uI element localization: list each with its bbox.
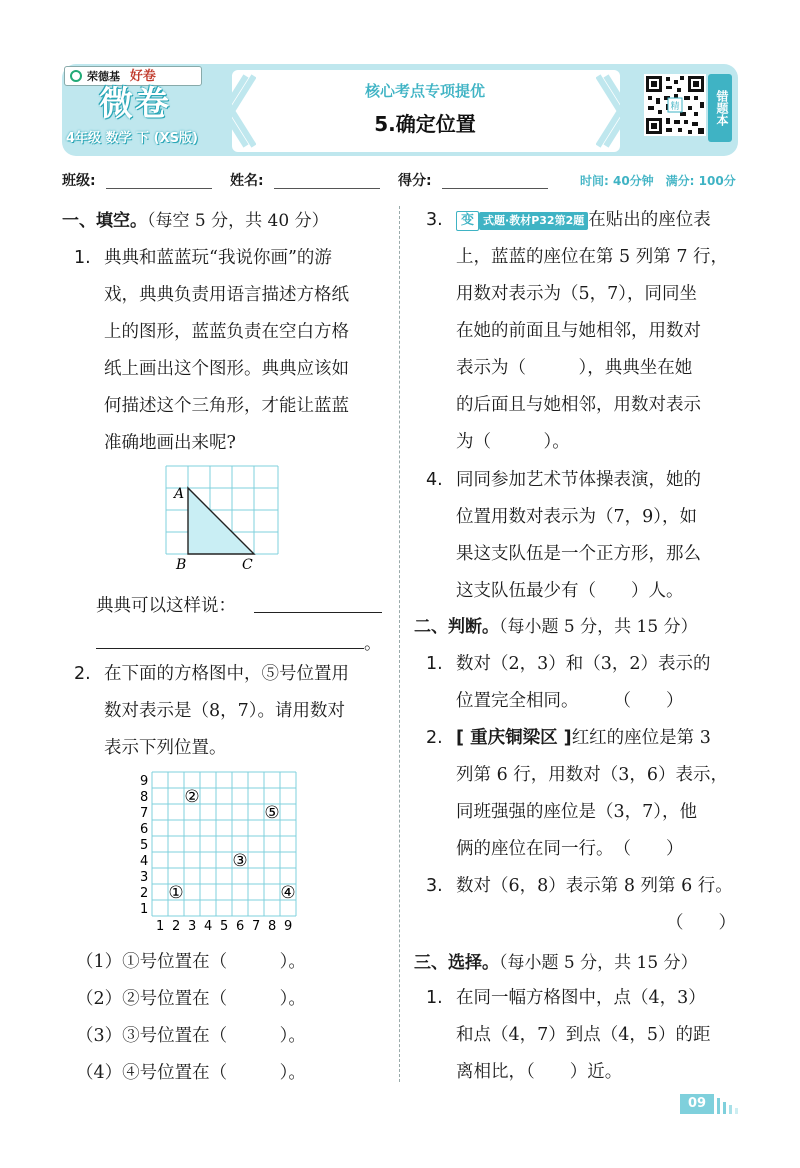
judge-q1-text: 数对（2，3）和（3，2）表示的 位置完全相同。 （ ）	[456, 654, 711, 711]
grade-label: 4年级 数学 下 (XS版)	[66, 131, 198, 146]
judge-q1-number: 1.	[426, 654, 443, 674]
judge-q3-number: 3.	[426, 876, 443, 896]
time-score-info: 时间: 40分钟 满分: 100分	[580, 174, 736, 188]
y-axis-label: 5	[140, 838, 149, 853]
position-mark: ③	[232, 851, 248, 871]
x-axis-label: 6	[236, 919, 245, 934]
section-judge-title: 二、判断。（每小题 5 分，共 15 分）	[414, 617, 698, 637]
brand-logo-icon	[70, 70, 82, 82]
q2-text: 在下面的方格图中，⑤号位置用 数对表示是（8，7）。请用数对 表示下列位置。	[104, 664, 349, 758]
judge-q2-number: 2.	[426, 728, 443, 748]
y-axis-label: 4	[140, 854, 149, 869]
position-mark: ②	[184, 787, 200, 807]
score-field[interactable]	[442, 188, 548, 189]
position-mark: ④	[280, 883, 296, 903]
q1-answer-line-1[interactable]	[254, 612, 382, 613]
topic-tag: 核心考点专项提优	[364, 82, 485, 100]
page-number: 09	[680, 1094, 714, 1114]
x-axis-label: 4	[204, 919, 213, 934]
section-fill-blank-title: 一、填空。（每空 5 分，共 40 分）	[62, 211, 329, 231]
score-label: 得分:	[398, 173, 432, 189]
q1-number: 1.	[74, 248, 91, 268]
class-label: 班级:	[62, 173, 96, 189]
q3-number: 3.	[426, 210, 443, 230]
point-b-label: B	[176, 557, 187, 573]
name-field[interactable]	[274, 188, 380, 189]
page-bars-icon	[716, 1094, 740, 1114]
q2-sub-3: （3）③号位置在（ ）。	[76, 1026, 306, 1046]
name-label: 姓名:	[230, 173, 264, 189]
x-axis-label: 9	[284, 919, 293, 934]
position-grid-figure	[134, 766, 310, 936]
mistake-book-label: 错题本	[708, 74, 732, 142]
q4-text: 同同参加艺术节体操表演，她的 位置用数对表示为（7，9），如 果这支队伍是一个正方形，那么 这支队伍最少有（ ）人。	[456, 470, 701, 601]
brand-sub: 好卷	[129, 69, 156, 84]
unit-title: 5.确定位置	[374, 112, 476, 136]
q2-sub-2: （2）②号位置在（ ）。	[76, 989, 306, 1009]
q4-number: 4.	[426, 470, 443, 490]
judge-q3-text: 数对（6，8）表示第 8 列第 6 行。 （ ）	[456, 876, 736, 933]
q3-text: 变 式题·教材P32第2题 在贴出的座位表 上，蓝蓝的座位在第 5 列第 7 行， 用数对表示为（5，7），同同坐 在她的前面且与她相邻，用数对 表示为（ ），典典坐在她 的后面且与她相邻，用数对表示 为（ ）。	[456, 210, 729, 452]
x-axis-label: 2	[172, 919, 181, 934]
q1-text: 典典和蓝蓝玩“我说你画”的游 戏，典典负责用语言描述方格纸 上的图形，蓝蓝负责在空白方格 纸上画出这个图形。典典应该如 何描述这个三角形，才能让蓝蓝 准确地画出来呢?	[104, 248, 349, 453]
q2-sub-1: （1）①号位置在（ ）。	[76, 952, 306, 972]
qr-code-icon[interactable]	[644, 74, 706, 136]
region-tag: [ 重庆铜梁区 ]	[456, 728, 572, 748]
y-axis-label: 6	[140, 822, 149, 837]
x-axis-label: 1	[156, 919, 165, 934]
choice-q1-text: 在同一幅方格图中，点（4，3） 和点（4，7）到点（4，5）的距 离相比，（ ）近。	[456, 988, 711, 1082]
position-mark: ①	[168, 883, 184, 903]
choice-q1-number: 1.	[426, 988, 443, 1008]
judge-q2-text: [ 重庆铜梁区 ]红红的座位是第 3 列第 6 行，用数对（3，6）表示， 同班强强的座位是（3，7），他 俩的座位在同一行。 （ ）	[456, 728, 729, 859]
y-axis-label: 9	[140, 774, 149, 789]
x-axis-label: 7	[252, 919, 261, 934]
section-choice-title: 三、选择。（每小题 5 分，共 15 分）	[414, 953, 698, 973]
y-axis-label: 2	[140, 886, 149, 901]
triangle-grid-figure	[162, 462, 282, 574]
q2-number: 2.	[74, 664, 91, 684]
y-axis-label: 7	[140, 806, 149, 821]
qr-center-label: 精	[670, 102, 680, 112]
variant-badge: 变	[456, 211, 479, 231]
column-divider	[399, 206, 400, 1082]
brand-name: 荣德基	[87, 70, 120, 83]
q1-answer-end: 。	[364, 634, 382, 654]
y-axis-label: 8	[140, 790, 149, 805]
x-axis-label: 5	[220, 919, 229, 934]
brand-label	[64, 66, 202, 86]
q1-answer-line-2[interactable]	[96, 648, 364, 649]
point-a-label: A	[174, 486, 185, 502]
y-axis-label: 1	[140, 902, 149, 917]
series-title: 微卷	[99, 84, 171, 124]
point-c-label: C	[242, 557, 253, 573]
class-field[interactable]	[106, 188, 212, 189]
q2-subquestions	[76, 944, 306, 1092]
x-axis-label: 3	[188, 919, 197, 934]
y-axis-label: 3	[140, 870, 149, 885]
q1-answer-prefix: 典典可以这样说：	[96, 596, 236, 616]
position-mark: ⑤	[264, 803, 280, 823]
x-axis-label: 8	[268, 919, 277, 934]
triangle-abc	[188, 488, 254, 554]
q2-sub-4: （4）④号位置在（ ）。	[76, 1063, 306, 1083]
textbook-ref-badge: 式题·教材P32第2题	[479, 212, 588, 230]
